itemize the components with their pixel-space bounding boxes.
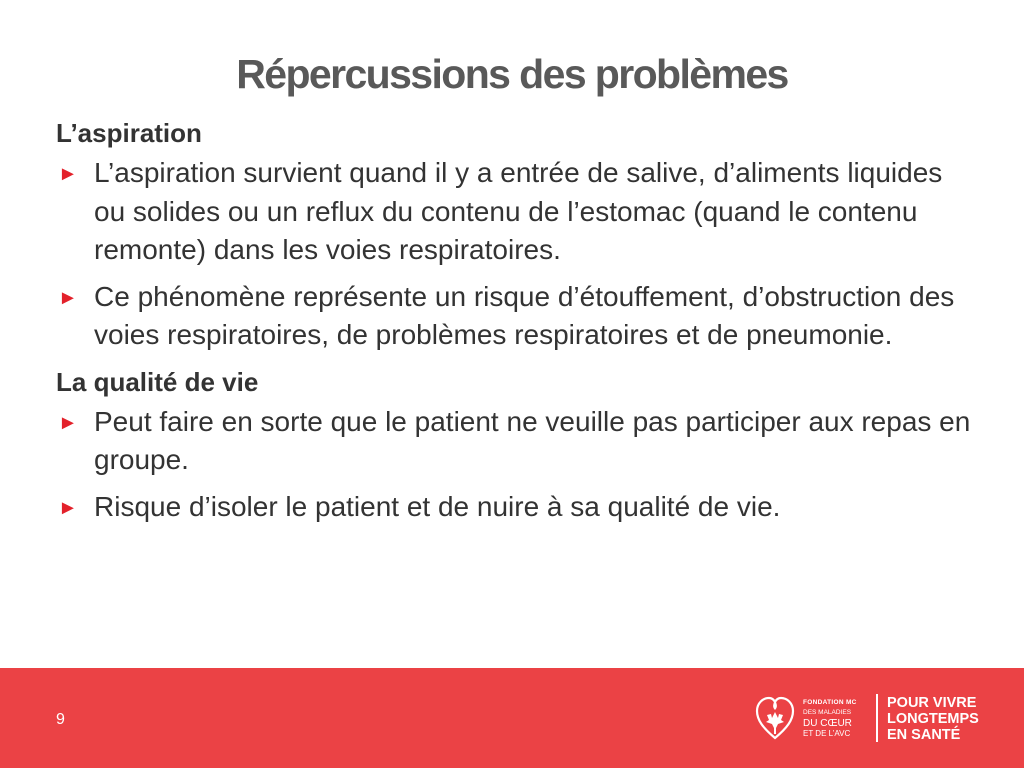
footer-band bbox=[0, 668, 1024, 768]
foundation-name-line: FONDATION MC bbox=[803, 699, 857, 706]
bullet-arrow-icon: ► bbox=[58, 411, 78, 434]
bullet-text: Ce phénomène représente un risque d’étouffement, d’obstruction des voies respiratoires, de problèmes respiratoires et de pneumonie. bbox=[94, 280, 955, 350]
foundation-name-line: ET DE L’AVC bbox=[803, 729, 851, 738]
bullet-item bbox=[56, 488, 976, 527]
bullet-text: Risque d’isoler le patient et de nuire à sa qualité de vie. bbox=[94, 490, 781, 522]
bullet-arrow-icon: ► bbox=[58, 496, 78, 519]
bullet-item bbox=[56, 278, 976, 355]
foundation-name-line: DES MALADIES bbox=[803, 709, 852, 716]
page-number: 9 bbox=[56, 711, 65, 728]
logo-divider bbox=[876, 694, 878, 742]
bullet-item bbox=[56, 154, 976, 270]
heart-stroke-foundation-logo bbox=[755, 694, 1000, 744]
bullet-text: Peut faire en sorte que le patient ne veuille pas participer aux repas en groupe. bbox=[94, 405, 971, 475]
slide-content bbox=[56, 114, 976, 534]
bullet-text: L’aspiration survient quand il y a entrée de salive, d’aliments liquides ou solides ou un reflux du contenu de l’estomac (quand le contenu remonte) dans les voies respiratoires. bbox=[94, 157, 943, 265]
foundation-tagline bbox=[887, 695, 979, 743]
tagline-line: POUR VIVRE bbox=[887, 695, 977, 711]
heart-torch-icon bbox=[755, 694, 795, 742]
bullet-arrow-icon: ► bbox=[58, 163, 78, 185]
tagline-line: EN SANTÉ bbox=[887, 727, 961, 743]
tagline-line: LONGTEMPS bbox=[887, 711, 979, 727]
foundation-name bbox=[803, 698, 875, 739]
foundation-name-line: DU CŒUR bbox=[803, 718, 852, 729]
bullet-arrow-icon: ► bbox=[58, 286, 78, 309]
bullet-item bbox=[56, 403, 976, 480]
section-heading-aspiration: L’aspiration bbox=[56, 118, 202, 148]
slide-title: Répercussions des problèmes bbox=[236, 51, 788, 97]
section-heading-quality-of-life: La qualité de vie bbox=[56, 366, 259, 397]
